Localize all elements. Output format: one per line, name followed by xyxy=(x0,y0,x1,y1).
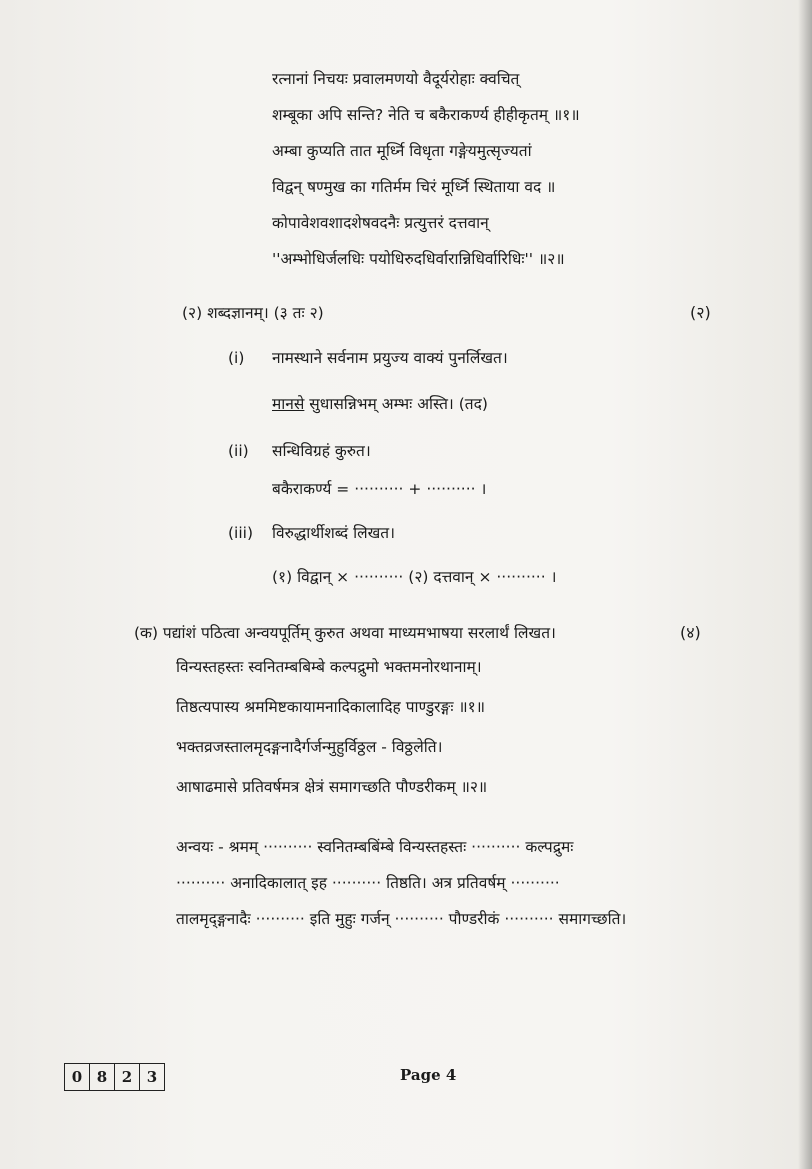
q2-iii-blank-line: (१) विद्वान् × ·········· (२) दत्तवान् × ·········· । xyxy=(272,568,557,586)
paper-code-digit: 0 xyxy=(65,1064,90,1090)
q2-i-instruction: नामस्थाने सर्वनाम प्रयुज्य वाक्यं पुनर्लिखत। xyxy=(272,349,508,367)
paper-code-digit: 3 xyxy=(146,1068,158,1086)
q2-ii-instruction: सन्धिविग्रहं कुरुत। xyxy=(272,442,371,460)
qk-verse-line-1: विन्यस्तहस्तः स्वनितम्बबिम्बे कल्पद्रुमो भक्तमनोरथानाम्। xyxy=(176,658,482,676)
qk-anvaya-line-3: तालमृद्ङ्गनादैः ·········· इति मुहुः गर्जन् ·········· पौण्डरीकं ·········· समागच्छति। xyxy=(176,910,627,928)
verse-top-line-2: शम्बूका अपि सन्ति? नेति च बकैराकर्ण्य हीहीकृतम् ॥१॥ xyxy=(272,106,580,124)
q2-i-sentence xyxy=(272,393,488,415)
paper-code-digit: 8 xyxy=(90,1064,115,1090)
paper-code-box xyxy=(64,1063,165,1091)
verse-top-line-4: विद्वन् षण्मुख का गतिर्मम चिरं मूर्ध्नि स्थिताया वद ॥ xyxy=(272,178,556,196)
qk-verse-line-4: आषाढमासे प्रतिवर्षमत्र क्षेत्रं समागच्छति पौण्डरीकम् ॥२॥ xyxy=(176,778,488,796)
page-edge-shadow xyxy=(798,0,812,1169)
verse-top-line-6: ''अम्भोधिर्जलधिः पयोधिरुदधिर्वारान्निधिर्वारिधिः'' ॥२॥ xyxy=(272,250,565,268)
q2-iii-instruction: विरुद्धार्थीशब्दं लिखत। xyxy=(272,524,395,542)
verse-top-line-5: कोपावेशवशादशेषवदनैः प्रत्युत्तरं दत्तवान् xyxy=(272,214,489,232)
q2-i-label: (i) xyxy=(228,349,245,367)
verse-top-line-1: रत्नानां निचयः प्रवालमणयो वैदूर्यरोहाः क्वचित् xyxy=(272,70,520,88)
q2-ii-blank-line: बकैराकर्ण्य = ·········· + ·········· । xyxy=(272,480,487,498)
verse-top-line-3: अम्बा कुप्यति तात मूर्ध्नि विधृता गङ्गेयमुत्सृज्यतां xyxy=(272,142,532,160)
q2-ii-label: (ii) xyxy=(228,442,249,460)
qk-verse-line-3: भक्तव्रजस्तालमृदङ्गनादैर्गर्जन्मुहुर्विठ्ठल - विठ्ठलेति। xyxy=(176,738,443,756)
q2-iii-label: (iii) xyxy=(228,524,254,542)
page-number: Page 4 xyxy=(400,1066,457,1084)
qk-anvaya-line-2: ·········· अनादिकालात् इह ·········· तिष्ठति। अत्र प्रतिवर्षम् ·········· xyxy=(176,874,560,892)
q2-marks: (२) xyxy=(690,303,711,322)
paper-code-digit: 2 xyxy=(115,1064,140,1090)
qk-anvaya-line-1: अन्वयः - श्रमम् ·········· स्वनितम्बबिंम्बे विन्यस्तहस्तः ·········· कल्पद्रुमः xyxy=(176,838,574,856)
q2-heading: (२) शब्दज्ञानम्। (३ तः २) xyxy=(182,304,324,322)
qk-heading: (क) पद्यांशं पठित्वा अन्वयपूर्तिम् कुरुत अथवा माध्यमभाषया सरलार्थं लिखत। xyxy=(134,624,556,642)
qk-verse-line-2: तिष्ठत्यपास्य श्रममिष्टकायामनादिकालादिह पाण्डुरङ्गः ॥१॥ xyxy=(176,698,486,716)
q2-i-underlined-word: मानसे xyxy=(272,395,305,413)
qk-marks: (४) xyxy=(680,623,701,642)
q2-i-sentence-rest: सुधासन्निभम् अम्भः अस्ति। (तद) xyxy=(304,395,488,413)
